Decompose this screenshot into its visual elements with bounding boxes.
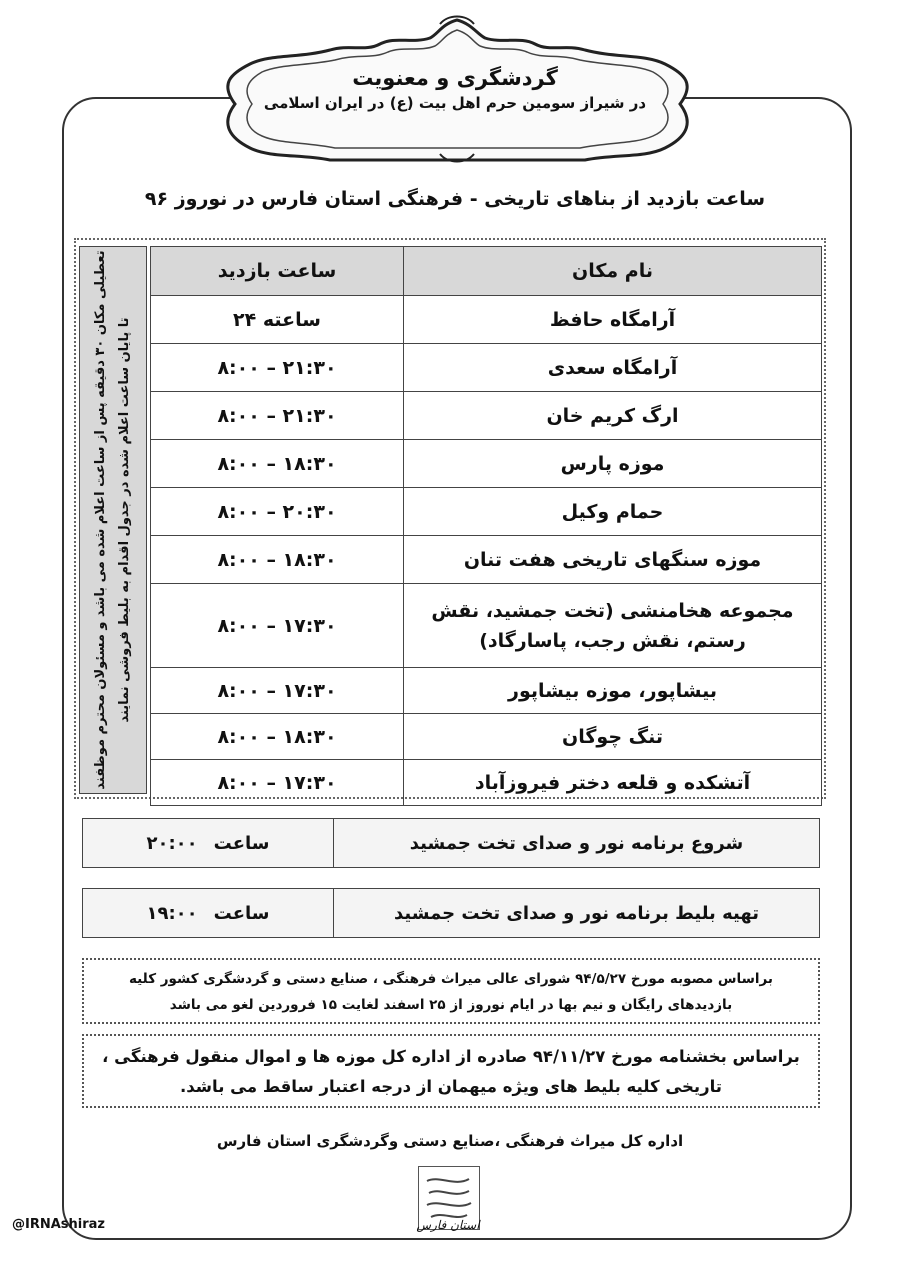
place-cell: آرامگاه سعدی xyxy=(404,344,822,392)
time-cell: ۸:۰۰ – ۱۸:۳۰ xyxy=(151,714,404,760)
place-cell: آتشکده و قلعه دختر فیروزآباد xyxy=(404,760,822,806)
side-note xyxy=(79,246,147,794)
place-cell: آرامگاه حافظ xyxy=(404,296,822,344)
place-cell: مجموعه هخامنشی (تخت جمشید، نقش رستم، نقش رجب، پاسارگاد) xyxy=(404,584,822,668)
table-row xyxy=(151,668,822,714)
table-row xyxy=(151,440,822,488)
time-cell: ۸:۰۰ – ۲۱:۳۰ xyxy=(151,392,404,440)
twitter-handle: @IRNAshiraz xyxy=(12,1217,105,1232)
time-cell: ۲۴ ساعته xyxy=(151,296,404,344)
place-cell: حمام وکیل xyxy=(404,488,822,536)
table-row xyxy=(151,536,822,584)
table-row xyxy=(151,344,822,392)
time-cell: ۸:۰۰ – ۱۷:۳۰ xyxy=(151,668,404,714)
show-start-time: ۲۰:۰۰ xyxy=(146,832,198,854)
time-cell: ۸:۰۰ – ۱۷:۳۰ xyxy=(151,760,404,806)
table-row xyxy=(151,488,822,536)
show-start-time-cell xyxy=(83,819,333,867)
table-row xyxy=(151,584,822,668)
place-cell: تنگ چوگان xyxy=(404,714,822,760)
page-title: ساعت بازدید از بناهای تاریخی - فرهنگی استان فارس در نوروز ۹۶ xyxy=(144,188,766,210)
table-row xyxy=(151,392,822,440)
banner xyxy=(240,58,670,138)
time-cell: ۸:۰۰ – ۲۱:۳۰ xyxy=(151,344,404,392)
note-guest-tickets: براساس بخشنامه مورخ ۹۴/۱۱/۲۷ صادره از اداره کل موزه ها و اموال منقول فرهنگی ، تاریخی کلیه بلیط های ویژه میهمان از درجه اعتبار ساقط می باشد. xyxy=(82,1034,820,1108)
show-start-time-label: ساعت xyxy=(213,832,270,854)
time-cell: ۸:۰۰ – ۲۰:۳۰ xyxy=(151,488,404,536)
time-cell: ۸:۰۰ – ۱۸:۳۰ xyxy=(151,536,404,584)
ticket-time-label: ساعت xyxy=(213,902,270,924)
side-note-text: تعطیلی مکان ۳۰ دقیقه پس از ساعت اعلام شده می باشد و مسئولان محترم موظفند تا پایان ساعت اعلام شده در جدول اقدام به بلیط فروشی نمایند xyxy=(93,250,132,790)
show-start-label: شروع برنامه نور و صدای تخت جمشید xyxy=(333,819,819,867)
table-row xyxy=(151,760,822,806)
schedule-table xyxy=(150,246,822,806)
place-cell: بیشاپور، موزه بیشاپور xyxy=(404,668,822,714)
logo-caption: استان فارس xyxy=(416,1218,480,1232)
footer-organization: اداره کل میراث فرهنگی ،صنایع دستی وگردشگری استان فارس xyxy=(216,1132,684,1150)
table-header-row xyxy=(151,247,822,296)
header-time: ساعت بازدید xyxy=(151,247,404,296)
organization-logo xyxy=(408,1158,488,1258)
table-row xyxy=(151,714,822,760)
banner-subtitle: در شیراز سومین حرم اهل بیت (ع) در ایران اسلامی xyxy=(263,94,647,112)
ticket-time: ۱۹:۰۰ xyxy=(146,902,198,924)
ticket-box xyxy=(82,888,820,938)
place-cell: ارگ کریم خان xyxy=(404,392,822,440)
place-cell: موزه سنگهای تاریخی هفت تنان xyxy=(404,536,822,584)
show-start-box xyxy=(82,818,820,868)
time-cell: ۸:۰۰ – ۱۷:۳۰ xyxy=(151,584,404,668)
table-row xyxy=(151,296,822,344)
banner-title: گردشگری و معنویت xyxy=(352,66,558,90)
place-cell: موزه پارس xyxy=(404,440,822,488)
ticket-label: تهیه بلیط برنامه نور و صدای تخت جمشید xyxy=(333,889,819,937)
note-free-visits: براساس مصوبه مورخ ۹۴/۵/۲۷ شورای عالی میراث فرهنگی ، صنایع دستی و گردشگری کشور کلیه بازدیدهای رایگان و نیم بها در ایام نوروز از ۲۵ اسفند لغایت ۱۵ فروردین لغو می باشد xyxy=(82,958,820,1024)
time-cell: ۸:۰۰ – ۱۸:۳۰ xyxy=(151,440,404,488)
header-place: نام مکان xyxy=(404,247,822,296)
ticket-time-cell xyxy=(83,889,333,937)
